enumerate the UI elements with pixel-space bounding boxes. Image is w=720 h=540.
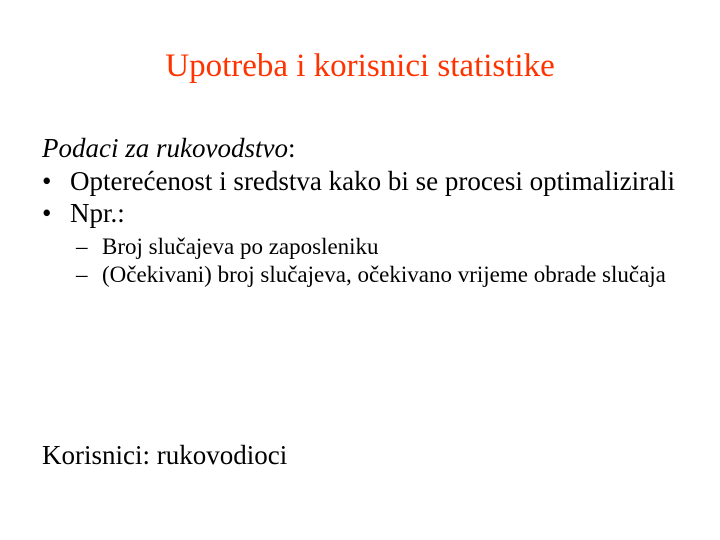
intro-italic: Podaci za rukovodstvo (42, 133, 288, 163)
sub-bullet-list (42, 233, 702, 289)
sub-bullet-item (42, 233, 702, 261)
sub-bullet-text: (Očekivani) broj slučajeva, očekivano vrijeme obrade slučaja (102, 262, 666, 287)
sub-bullet-marker: – (76, 262, 88, 287)
closing-line: Korisnici: rukovodioci (42, 440, 288, 470)
bullet-text: Opterećenost i sredstva kako bi se procesi optimalizirali (70, 166, 676, 196)
sub-bullet-marker: – (76, 234, 88, 259)
bullet-item (42, 197, 702, 229)
slide-content (42, 131, 702, 289)
intro-suffix: : (287, 133, 296, 163)
sub-bullet-item (42, 261, 702, 289)
intro-line (42, 131, 702, 165)
bullet-text: Npr.: (70, 198, 125, 228)
slide-title: Upotreba i korisnici statistike (165, 48, 555, 84)
bullet-marker: • (42, 198, 52, 228)
bullet-marker: • (42, 166, 52, 196)
bullet-item (42, 165, 702, 197)
sub-bullet-text: Broj slučajeva po zaposleniku (102, 234, 379, 259)
